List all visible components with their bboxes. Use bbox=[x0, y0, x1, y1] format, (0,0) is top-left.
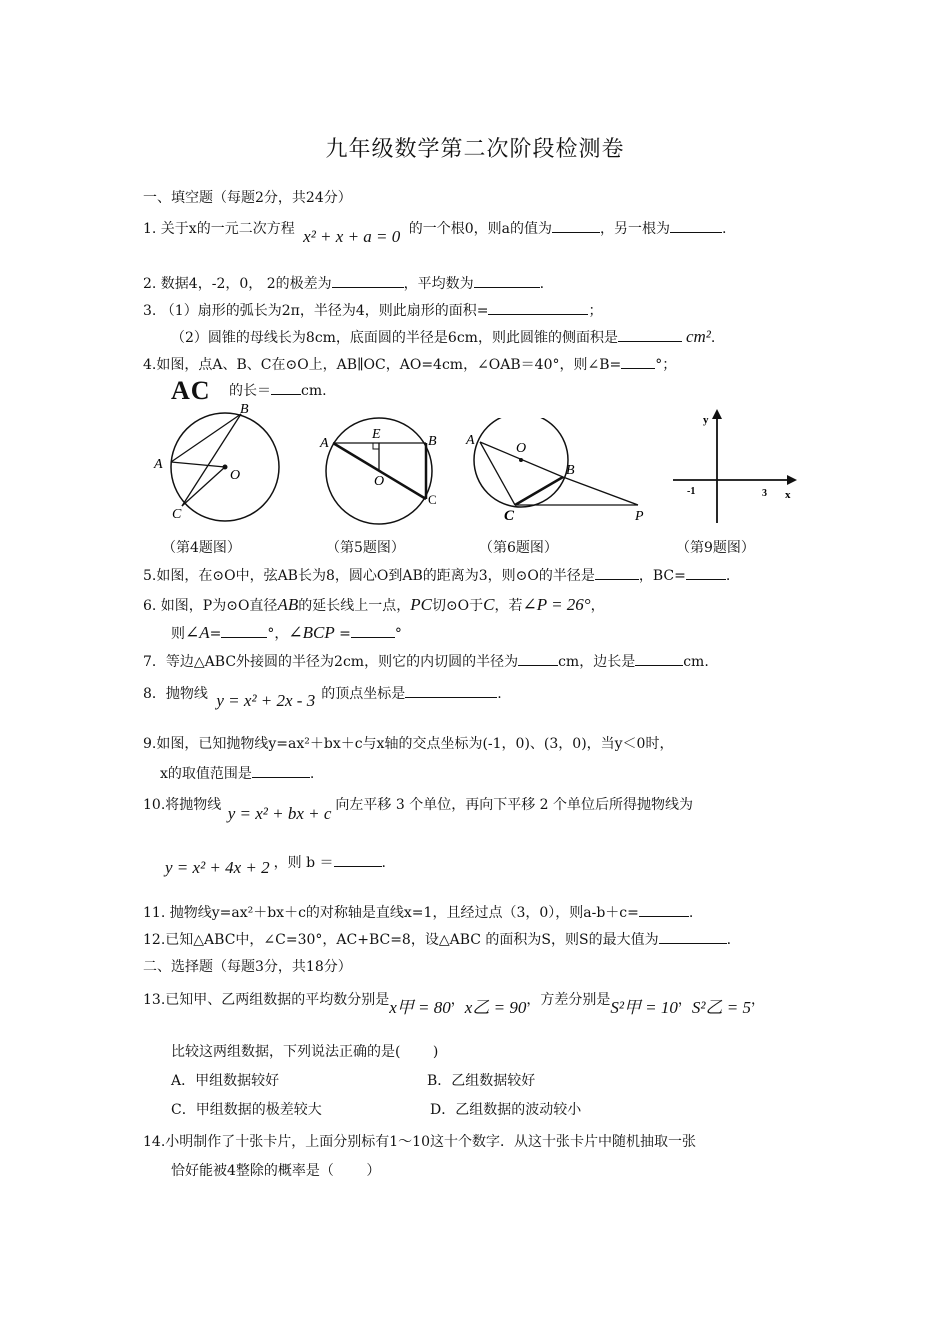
q13-text-d: ，方差分别是 bbox=[526, 992, 611, 1008]
question-9-line-2 bbox=[160, 764, 314, 783]
q6-c: C bbox=[483, 595, 495, 614]
q6-2-text-a: 则 bbox=[171, 626, 185, 642]
q4-text-d: cm. bbox=[301, 383, 327, 399]
q12-blank[interactable] bbox=[659, 930, 727, 944]
question-4 bbox=[143, 355, 676, 374]
q5-blank-1[interactable] bbox=[595, 566, 639, 580]
q1-text-b: 的一个根0，则a的值为 bbox=[408, 221, 552, 237]
q10-text-a: 10.将抛物线 bbox=[143, 797, 222, 813]
q6-blank-2[interactable] bbox=[351, 624, 395, 638]
fig6-label-p: P bbox=[635, 509, 644, 524]
fig5-caption: （第5题图） bbox=[326, 540, 405, 556]
q8-blank[interactable] bbox=[405, 684, 497, 698]
q11-text-a: 11. 抛物线y=ax²＋bx＋c的对称轴是直线x=1，且经过点（3，0），则a-b＋c= bbox=[143, 905, 639, 921]
q7-blank-2[interactable] bbox=[635, 652, 683, 666]
q7-text-c: cm. bbox=[683, 654, 709, 670]
q3-1-text-b: ； bbox=[588, 303, 603, 319]
q2-text-c: . bbox=[539, 276, 545, 292]
question-11 bbox=[143, 903, 693, 922]
fig5-label-c: C bbox=[428, 492, 437, 507]
q3-2-unit: cm² bbox=[685, 327, 711, 346]
fig6-segment-ac bbox=[480, 442, 515, 505]
q13-text-e: ， bbox=[677, 992, 692, 1008]
q5-text-a: 5.如图，在⊙O中，弦AB长为8，圆心O到AB的距离为3，则⊙O的半径是 bbox=[143, 568, 595, 584]
q2-blank-2[interactable] bbox=[474, 274, 540, 288]
q13-option-a[interactable]: A．甲组数据较好 bbox=[171, 1073, 280, 1089]
q13-text-f: ， bbox=[750, 992, 765, 1008]
fig6-circle bbox=[474, 418, 568, 507]
question-13-line-2: 比较这两组数据，下列说法正确的是( ) bbox=[171, 1044, 439, 1060]
q8-text-b: 的顶点坐标是 bbox=[321, 686, 406, 702]
q11-blank[interactable] bbox=[639, 903, 689, 917]
figure-6 bbox=[460, 418, 655, 528]
fig4-center-dot bbox=[223, 465, 228, 470]
q3-1-blank[interactable] bbox=[488, 301, 588, 315]
fig4-label-o: O bbox=[230, 468, 241, 483]
q6-blank-1[interactable] bbox=[221, 624, 267, 638]
q12-text-a: 12.已知△ABC中，∠C=30°，AC+BC=8，设△ABC 的面积为S，则S的最大值为 bbox=[143, 932, 659, 948]
fig9-caption: （第9题图） bbox=[676, 540, 755, 556]
q1-blank-2[interactable] bbox=[670, 219, 722, 233]
section-fill-in-heading: 一、填空题（每题2分，共24分） bbox=[143, 190, 352, 206]
fig6-label-a: A bbox=[466, 433, 475, 448]
q13-option-b[interactable]: B．乙组数据较好 bbox=[427, 1073, 536, 1089]
q11-text-b: . bbox=[688, 905, 694, 921]
q1-equation: x² + x + a = 0 bbox=[303, 227, 401, 246]
q13-option-c[interactable]: C．甲组数据的极差较大 bbox=[171, 1102, 322, 1118]
fig9-label-neg1: -1 bbox=[687, 486, 696, 497]
q13-variance-jia: S²甲 = 10 bbox=[610, 998, 678, 1017]
fig9-label-x: x bbox=[785, 489, 791, 501]
q6-angle-p: ∠P = 26° bbox=[522, 595, 591, 614]
q6-pc: PC bbox=[410, 595, 432, 614]
question-12 bbox=[143, 930, 731, 949]
fig6-label-b: B bbox=[566, 463, 575, 478]
question-9-line-1: 9.如图，已知抛物线y=ax²＋bx＋c与x轴的交点坐标为(-1，0)、(3，0)，当y＜0时， bbox=[143, 736, 674, 752]
question-6-line-2 bbox=[171, 624, 402, 643]
q13-text-c: ， bbox=[450, 992, 465, 1008]
q10-text-b: 向左平移 3 个单位，再向下平移 2 个单位后所得抛物线为 bbox=[335, 797, 694, 813]
fig4-caption: （第4题图） bbox=[162, 540, 241, 556]
fig6-label-c: C bbox=[504, 508, 515, 524]
page-title: 九年级数学第二次阶段检测卷 bbox=[325, 137, 625, 162]
question-4-line-2 bbox=[171, 376, 327, 405]
q9-text-a: x的取值范围是 bbox=[160, 766, 252, 782]
fig4-label-a: A bbox=[154, 457, 163, 472]
q1-text-a: 1. 关于x的一元二次方程 bbox=[143, 221, 295, 237]
question-13-line-1 bbox=[143, 990, 765, 1017]
q3-1-text-a: 3. （1）扇形的弧长为2π，半径为4，则此扇形的面积= bbox=[143, 303, 489, 319]
q13-mean-jia: x甲 = 80 bbox=[389, 998, 451, 1017]
q8-text-c: . bbox=[497, 686, 502, 702]
q5-blank-2[interactable] bbox=[686, 566, 726, 580]
question-3-part-1 bbox=[143, 301, 602, 320]
figure-9 bbox=[665, 405, 805, 530]
q4-blank-1[interactable] bbox=[621, 355, 655, 369]
q6-angle-a: ∠A bbox=[185, 623, 210, 642]
question-10-line-1 bbox=[143, 795, 694, 823]
q13-option-d[interactable]: D．乙组数据的波动较小 bbox=[430, 1102, 582, 1118]
q3-2-text-b: . bbox=[710, 330, 716, 346]
q6-text-b: 的延长线上一点， bbox=[298, 598, 411, 614]
q4-text-c: 的长＝ bbox=[229, 383, 272, 399]
fig6-extension-bp bbox=[563, 477, 638, 505]
question-1 bbox=[143, 219, 727, 246]
q6-text-d: ，若 bbox=[494, 598, 523, 614]
q7-text-a: 7．等边△ABC外接圆的半径为2cm，则它的内切圆的半径为 bbox=[143, 654, 519, 670]
q7-blank-1[interactable] bbox=[518, 652, 558, 666]
q6-2-text-d: = bbox=[334, 626, 351, 642]
fig9-label-y: y bbox=[703, 414, 709, 426]
question-7 bbox=[143, 652, 709, 671]
q6-2-text-e: ° bbox=[394, 626, 402, 642]
fig9-y-arrow bbox=[712, 409, 722, 419]
fig5-label-a: A bbox=[320, 436, 329, 451]
q8-equation: y = x² + 2x - 3 bbox=[216, 691, 316, 710]
question-10-line-2 bbox=[165, 853, 386, 877]
question-2 bbox=[143, 274, 544, 293]
question-5 bbox=[143, 566, 730, 585]
q2-blank-1[interactable] bbox=[332, 274, 404, 288]
fig4-chord-bc bbox=[182, 414, 241, 506]
question-14-line-1: 14.小明制作了十张卡片，上面分别标有1～10这十个数字．从这十张卡片中随机抽取一张 bbox=[143, 1134, 696, 1150]
question-14-line-2: 恰好能被4整除的概率是（ ） bbox=[171, 1163, 381, 1179]
q2-text-a: 2. 数据4，-2，0， 2的极差为 bbox=[143, 276, 332, 292]
fig6-label-o: O bbox=[516, 441, 527, 456]
question-6-line-1 bbox=[143, 596, 605, 615]
fig4-label-b: B bbox=[240, 402, 249, 417]
fig4-segment-ao bbox=[171, 462, 225, 467]
question-3-part-2 bbox=[171, 328, 715, 347]
q10-text-d: . bbox=[381, 855, 386, 871]
q13-variance-yi: S²乙 = 5 bbox=[691, 998, 751, 1017]
q8-text-a: 8．抛物线 bbox=[143, 686, 208, 702]
q5-text-b: ，BC= bbox=[638, 568, 686, 584]
q2-text-b: ，平均数为 bbox=[403, 276, 474, 292]
figure-5 bbox=[310, 415, 450, 530]
q3-2-text-a: （2）圆锥的母线长为8cm，底面圆的半径是6cm，则此圆锥的侧面积是 bbox=[171, 330, 618, 346]
q4-blank-2[interactable] bbox=[271, 381, 301, 395]
q3-2-blank[interactable] bbox=[618, 328, 682, 342]
q13-text-a: 13.已知甲、乙两组数据的平均数分别是 bbox=[143, 992, 390, 1008]
fig5-label-b: B bbox=[428, 434, 437, 449]
q6-angle-bcp: ∠BCP bbox=[288, 623, 335, 642]
q9-blank[interactable] bbox=[252, 764, 310, 778]
fig5-right-angle-mark bbox=[373, 443, 379, 449]
q6-text-e: ， bbox=[590, 598, 605, 614]
q4-text-b: °； bbox=[655, 357, 677, 373]
q1-text-d: . bbox=[721, 221, 727, 237]
fig6-center-dot bbox=[519, 458, 523, 462]
q7-text-b: cm，边长是 bbox=[558, 654, 636, 670]
q6-2-text-b: = bbox=[209, 626, 222, 642]
q6-text-a: 6. 如图，P为⊙O直径 bbox=[143, 598, 278, 614]
q1-blank-1[interactable] bbox=[552, 219, 600, 233]
fig4-chord-ab bbox=[171, 414, 241, 462]
figure-4 bbox=[150, 400, 290, 525]
q9-text-b: . bbox=[309, 766, 315, 782]
q5-text-c: . bbox=[725, 568, 731, 584]
fig9-x-arrow bbox=[787, 475, 797, 485]
q6-ab: AB bbox=[277, 595, 299, 614]
question-8 bbox=[143, 684, 502, 710]
fig5-label-e: E bbox=[372, 427, 381, 442]
fig4-label-c: C bbox=[172, 507, 182, 522]
fig5-label-o: O bbox=[374, 474, 385, 489]
q6-2-text-c: °， bbox=[267, 626, 289, 642]
q10-text-c: ，则 b ＝ bbox=[273, 855, 334, 871]
q10-equation-2: y = x² + 4x + 2 bbox=[165, 858, 270, 877]
fig9-label-3: 3 bbox=[762, 488, 767, 499]
q10-equation-1: y = x² + bx + c bbox=[227, 804, 332, 823]
q10-blank[interactable] bbox=[334, 853, 382, 867]
q13-mean-yi: x乙 = 90 bbox=[464, 998, 527, 1017]
q12-text-b: . bbox=[726, 932, 732, 948]
fig6-caption: （第6题图） bbox=[479, 540, 558, 556]
q1-text-c: ，另一根为 bbox=[599, 221, 670, 237]
q4-arc-symbol: AC bbox=[171, 376, 211, 405]
section-choice-heading: 二、选择题（每题3分，共18分） bbox=[143, 959, 352, 975]
q4-text-a: 4.如图，点A、B、C在⊙O上，AB∥OC，AO=4cm，∠OAB＝40°，则∠B= bbox=[143, 357, 622, 373]
q6-text-c: 切⊙O于 bbox=[431, 598, 484, 614]
